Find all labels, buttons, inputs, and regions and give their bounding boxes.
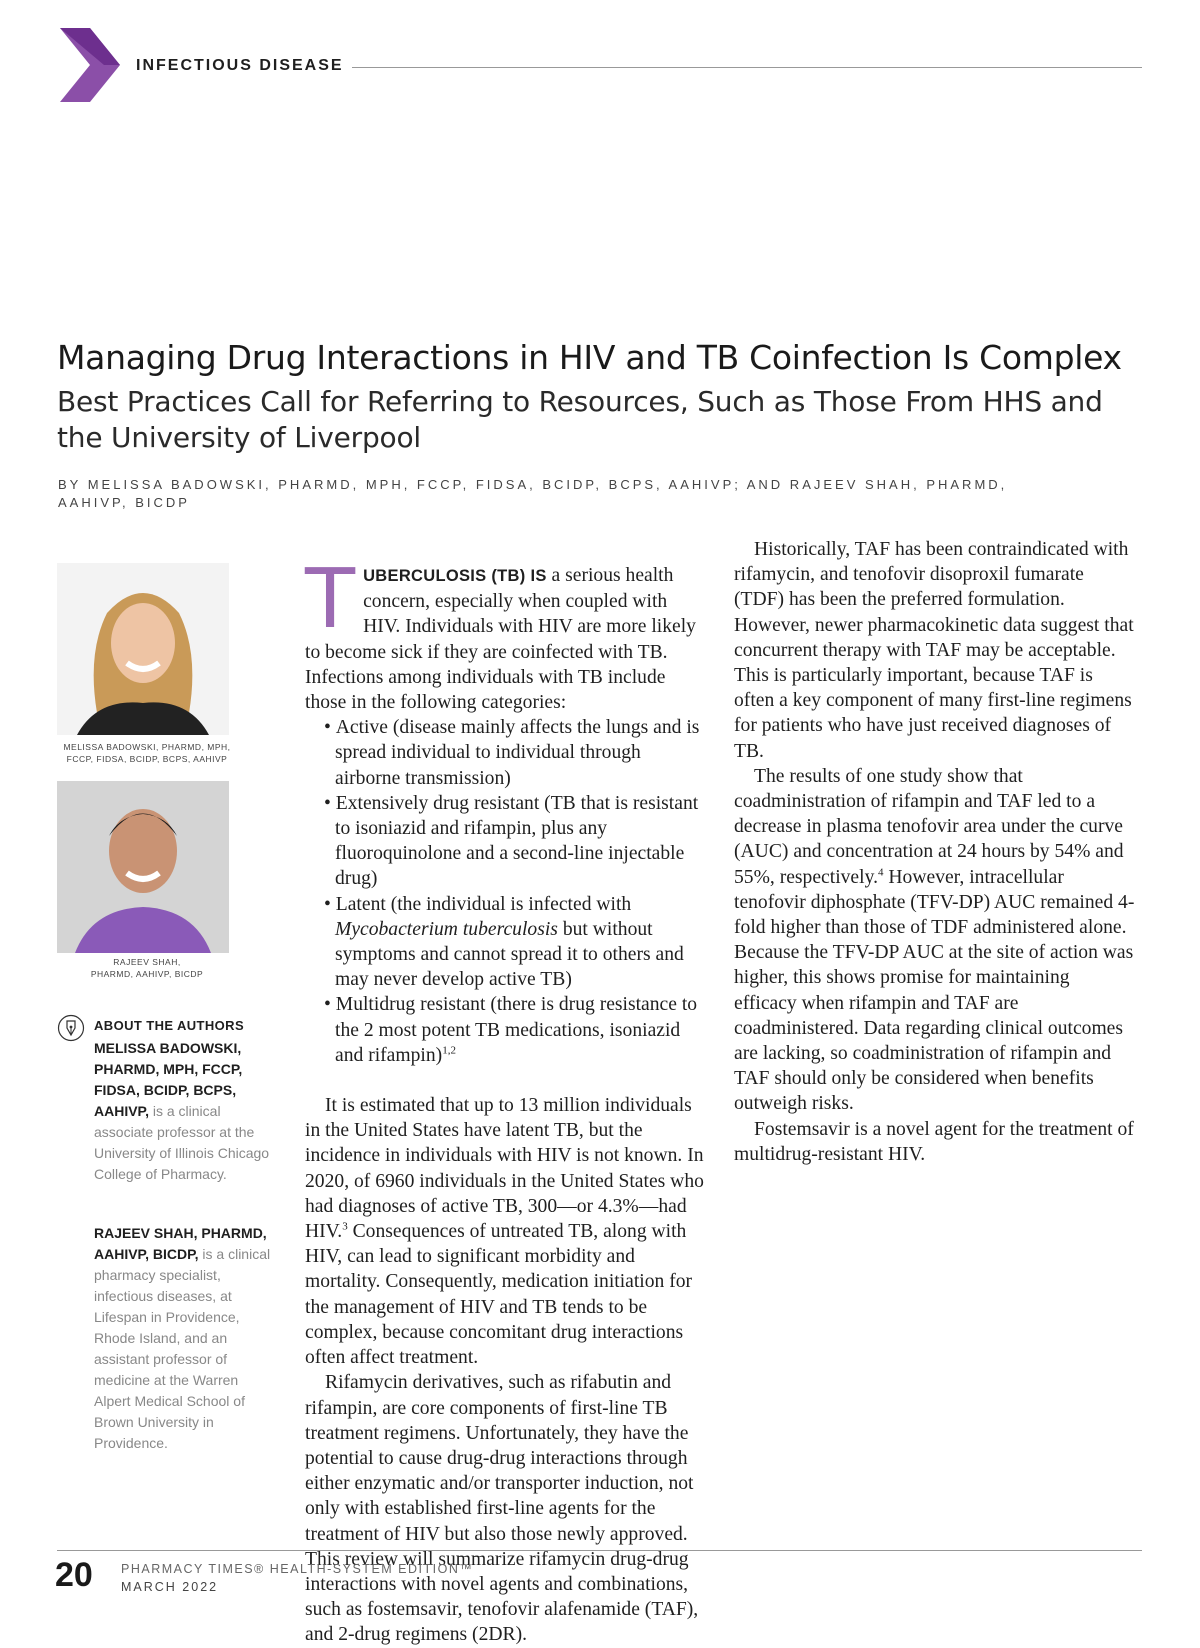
list-item: • Extensively drug resistant (TB that is resistant to isoniazid and rifampin, plus any fluoroquinolone and a second-line injectable drug) (305, 791, 707, 892)
photo-caption-badowski: MELISSA BADOWSKI, PHARMD, MPH, FCCP, FIDSA, BCIDP, BCPS, AAHIVP (63, 742, 231, 764)
author-bio-shah: RAJEEV SHAH, PHARMD, AAHIVP, BICDP, is a clinical pharmacy specialist, infectious diseases, at Lifespan in Providence, Rhode Island, and an assistant professor of medicine at the Warren Alpert Medical School of Brown University in Providence. (94, 1225, 271, 1451)
page-number: 20 (55, 1556, 93, 1594)
article-column-1 (305, 552, 707, 1648)
body-paragraph: The results of one study show that coadministration of rifampin and TAF led to a decrease in plasma tenofovir area under the curve (AUC) and concentration at 24 hours by 54% and 55%, respectively.$^4$ However, intracellular tenofovir diphosphate (TFV-DP) AUC remained 4-fold higher than those of TDF administered alone. Because the TFV-DP AUC at the site of action was higher, this shows promise for maintaining efficacy when rifampin and TAF are coadministered. Data regarding clinical outcomes are lacking, so coadministration of rifampin and TAF should only be considered when benefits outweigh risks. (734, 765, 1135, 1115)
issue-date: MARCH 2022 (121, 1580, 219, 1594)
author-photo-badowski (57, 563, 229, 735)
photo-caption-shah: RAJEEV SHAH, PHARMD, AAHIVP, BICDP (90, 957, 204, 979)
author-photo-shah (57, 781, 229, 953)
body-paragraph: Fostemsavir is a novel agent for the treatment of multidrug-resistant HIV. (734, 1118, 1134, 1165)
author-bio-badowski: MELISSA BADOWSKI, PHARMD, MPH, FCCP, FIDSA, BCIDP, BCPS, AAHIVP, is a clinical associate professor at the University of Illinois Chicago College of Pharmacy. (94, 1040, 270, 1182)
list-item: • Multidrug resistant (there is drug resistance to the 2 most potent TB medications, isoniazid and rifampin)$^{1,2}$ (305, 992, 707, 1068)
header-divider (352, 67, 1142, 68)
fountain-pen-icon (57, 1014, 85, 1042)
list-item: • Latent (the individual is infected with Mycobacterium tuberculosis but without symptoms and cannot spread it to others and may never develop active TB) (305, 892, 707, 993)
section-label: INFECTIOUS DISEASE (136, 57, 344, 74)
drop-cap: T (305, 552, 356, 647)
list-item: • Active (disease mainly affects the lungs and is spread individual to individual through airborne transmission) (305, 715, 707, 791)
publication-name: PHARMACY TIMES® HEALTH-SYSTEM EDITION™ (121, 1562, 474, 1576)
about-heading: ABOUT THE AUTHORS (94, 1018, 245, 1033)
tb-category-list (305, 715, 707, 1068)
footer-divider (57, 1550, 1142, 1551)
byline: BY MELISSA BADOWSKI, PHARMD, MPH, FCCP, FIDSA, BCIDP, BCPS, AAHIVP; AND RAJEEV SHAH, PHARMD, AAHIVP, BICDP (58, 477, 1008, 510)
article-title: Managing Drug Interactions in HIV and TB Coinfection Is Complex (57, 338, 1122, 377)
body-paragraph: Rifamycin derivatives, such as rifabutin and rifampin, are core components of first-line TB treatment regimens. Unfortunately, they have the potential to cause drug-drug interactions through either enzymatic and/or transporter induction, not only with established first-line agents for the treatment of HIV but also those newly approved. This review will summarize rifamycin drug-drug interactions with novel agents and combinations, such as fostemsavir, tenofovir alafenamide (TAF), and 2-drug regimens (2DR). (305, 1372, 699, 1646)
body-paragraph: It is estimated that up to 13 million individuals in the United States have latent TB, but the incidence in individuals with HIV is not known. In 2020, of 6960 individuals in the United States who had diagnoses of active TB, 300—or 4.3%—had HIV.$^3$ Consequences of untreated TB, along with HIV, can lead to significant morbidity and mortality. Consequently, medication initiation for the management of HIV and TB tends to be complex, because concomitant drug interactions often affect treatment. (305, 1095, 704, 1369)
body-paragraph: Historically, TAF has been contraindicated with rifamycin, and tenofovir disoproxil fumarate (TDF) has been the preferred formulation. However, newer pharmacokinetic data suggest that concurrent therapy with TAF may be acceptable. This is particularly important, because TAF is often a key component of many first-line regimens for patients who have just received diagnoses of TB. (734, 539, 1134, 762)
article-column-2 (734, 537, 1136, 1167)
intro-paragraph: TUBERCULOSIS (TB) IS a serious health concern, especially when coupled with HIV. Individuals with HIV are more likely to become sick if they are coinfected with TB. Infections among individuals with TB include those in the following categories: (305, 552, 696, 714)
article-subtitle: Best Practices Call for Referring to Resources, Such as Those From HHS and the University of Liverpool (57, 385, 1103, 454)
section-chevron-icon (60, 28, 120, 102)
